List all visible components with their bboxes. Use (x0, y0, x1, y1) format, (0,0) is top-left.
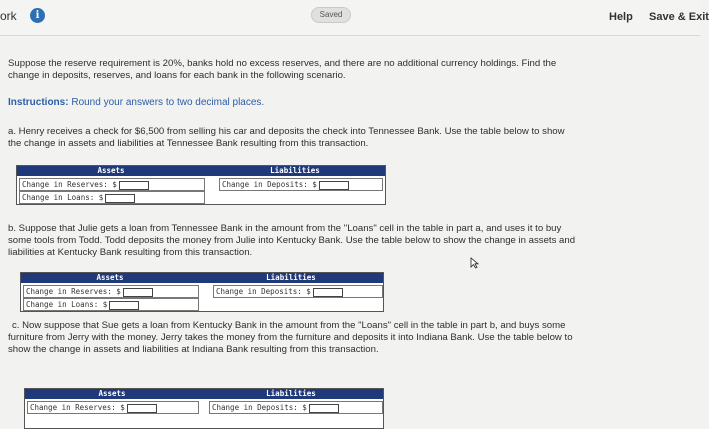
homework-title: ork (0, 9, 17, 23)
deposits-row: Change in Deposits: $ (219, 178, 383, 191)
deposits-input[interactable] (319, 181, 349, 190)
liabilities-header: Liabilities (199, 389, 383, 399)
loans-input[interactable] (105, 194, 135, 203)
assets-header: Assets (25, 389, 199, 399)
part-a-text: a. Henry receives a check for $6,500 from selling his car and deposits the check into Tennessee Bank. Use the table below to show the change in assets and liabilities at Tennessee Bank resulting from this transaction. (8, 126, 565, 149)
liabilities-header: Liabilities (205, 166, 385, 176)
part-c-text: c. Now suppose that Sue gets a loan from Kentucky Bank in the amount from the "Loans" cell in the table in part b, and buys some furniture from Jerry with the money. Jerry takes the money from the furniture and deposits it into Indiana Bank. Use the table below to show the change in assets and liabilities at Indiana Bank resulting from this transaction. (8, 320, 573, 355)
reserves-row: Change in Reserves: $ (27, 401, 199, 414)
top-bar (0, 0, 709, 36)
deposits-input[interactable] (309, 404, 339, 413)
deposits-row: Change in Deposits: $ (209, 401, 383, 414)
save-exit-button[interactable]: Save & Exit (649, 11, 709, 23)
reserves-row: Change in Reserves: $ (19, 178, 205, 191)
loans-row: Change in Loans: $ (23, 298, 199, 311)
mouse-cursor-icon (470, 257, 479, 269)
t-account-table-b (20, 272, 384, 312)
reserves-input[interactable] (123, 288, 153, 297)
deposits-row: Change in Deposits: $ (213, 285, 383, 298)
liabilities-header: Liabilities (199, 273, 383, 283)
reserves-row: Change in Reserves: $ (23, 285, 199, 298)
instructions: Instructions: Round your answers to two decimal places. (8, 97, 265, 108)
help-button[interactable]: Help (609, 11, 633, 23)
info-icon[interactable]: i (30, 8, 45, 23)
saved-status-badge: Saved (311, 7, 351, 23)
problem-intro: Suppose the reserve requirement is 20%, banks hold no excess reserves, and there are no additional currency holdings. Find the change in deposits, reserves, and loans for each bank in the following scenario. (8, 58, 557, 81)
reserves-input[interactable] (119, 181, 149, 190)
assets-header: Assets (21, 273, 199, 283)
deposits-input[interactable] (313, 288, 343, 297)
t-account-table-c (24, 388, 384, 429)
loans-row: Change in Loans: $ (19, 191, 205, 204)
t-account-table-a (16, 165, 386, 205)
assets-header: Assets (17, 166, 205, 176)
loans-input[interactable] (109, 301, 139, 310)
reserves-input[interactable] (127, 404, 157, 413)
part-b-text: b. Suppose that Julie gets a loan from Tennessee Bank in the amount from the "Loans" cell in the table in part a, and uses it to buy some tools from Todd. Todd deposits the money from Julie into Kentucky Bank. Use the table below to show the change in assets and liabilities at Kentucky Bank resulting from this transaction. (8, 223, 576, 258)
